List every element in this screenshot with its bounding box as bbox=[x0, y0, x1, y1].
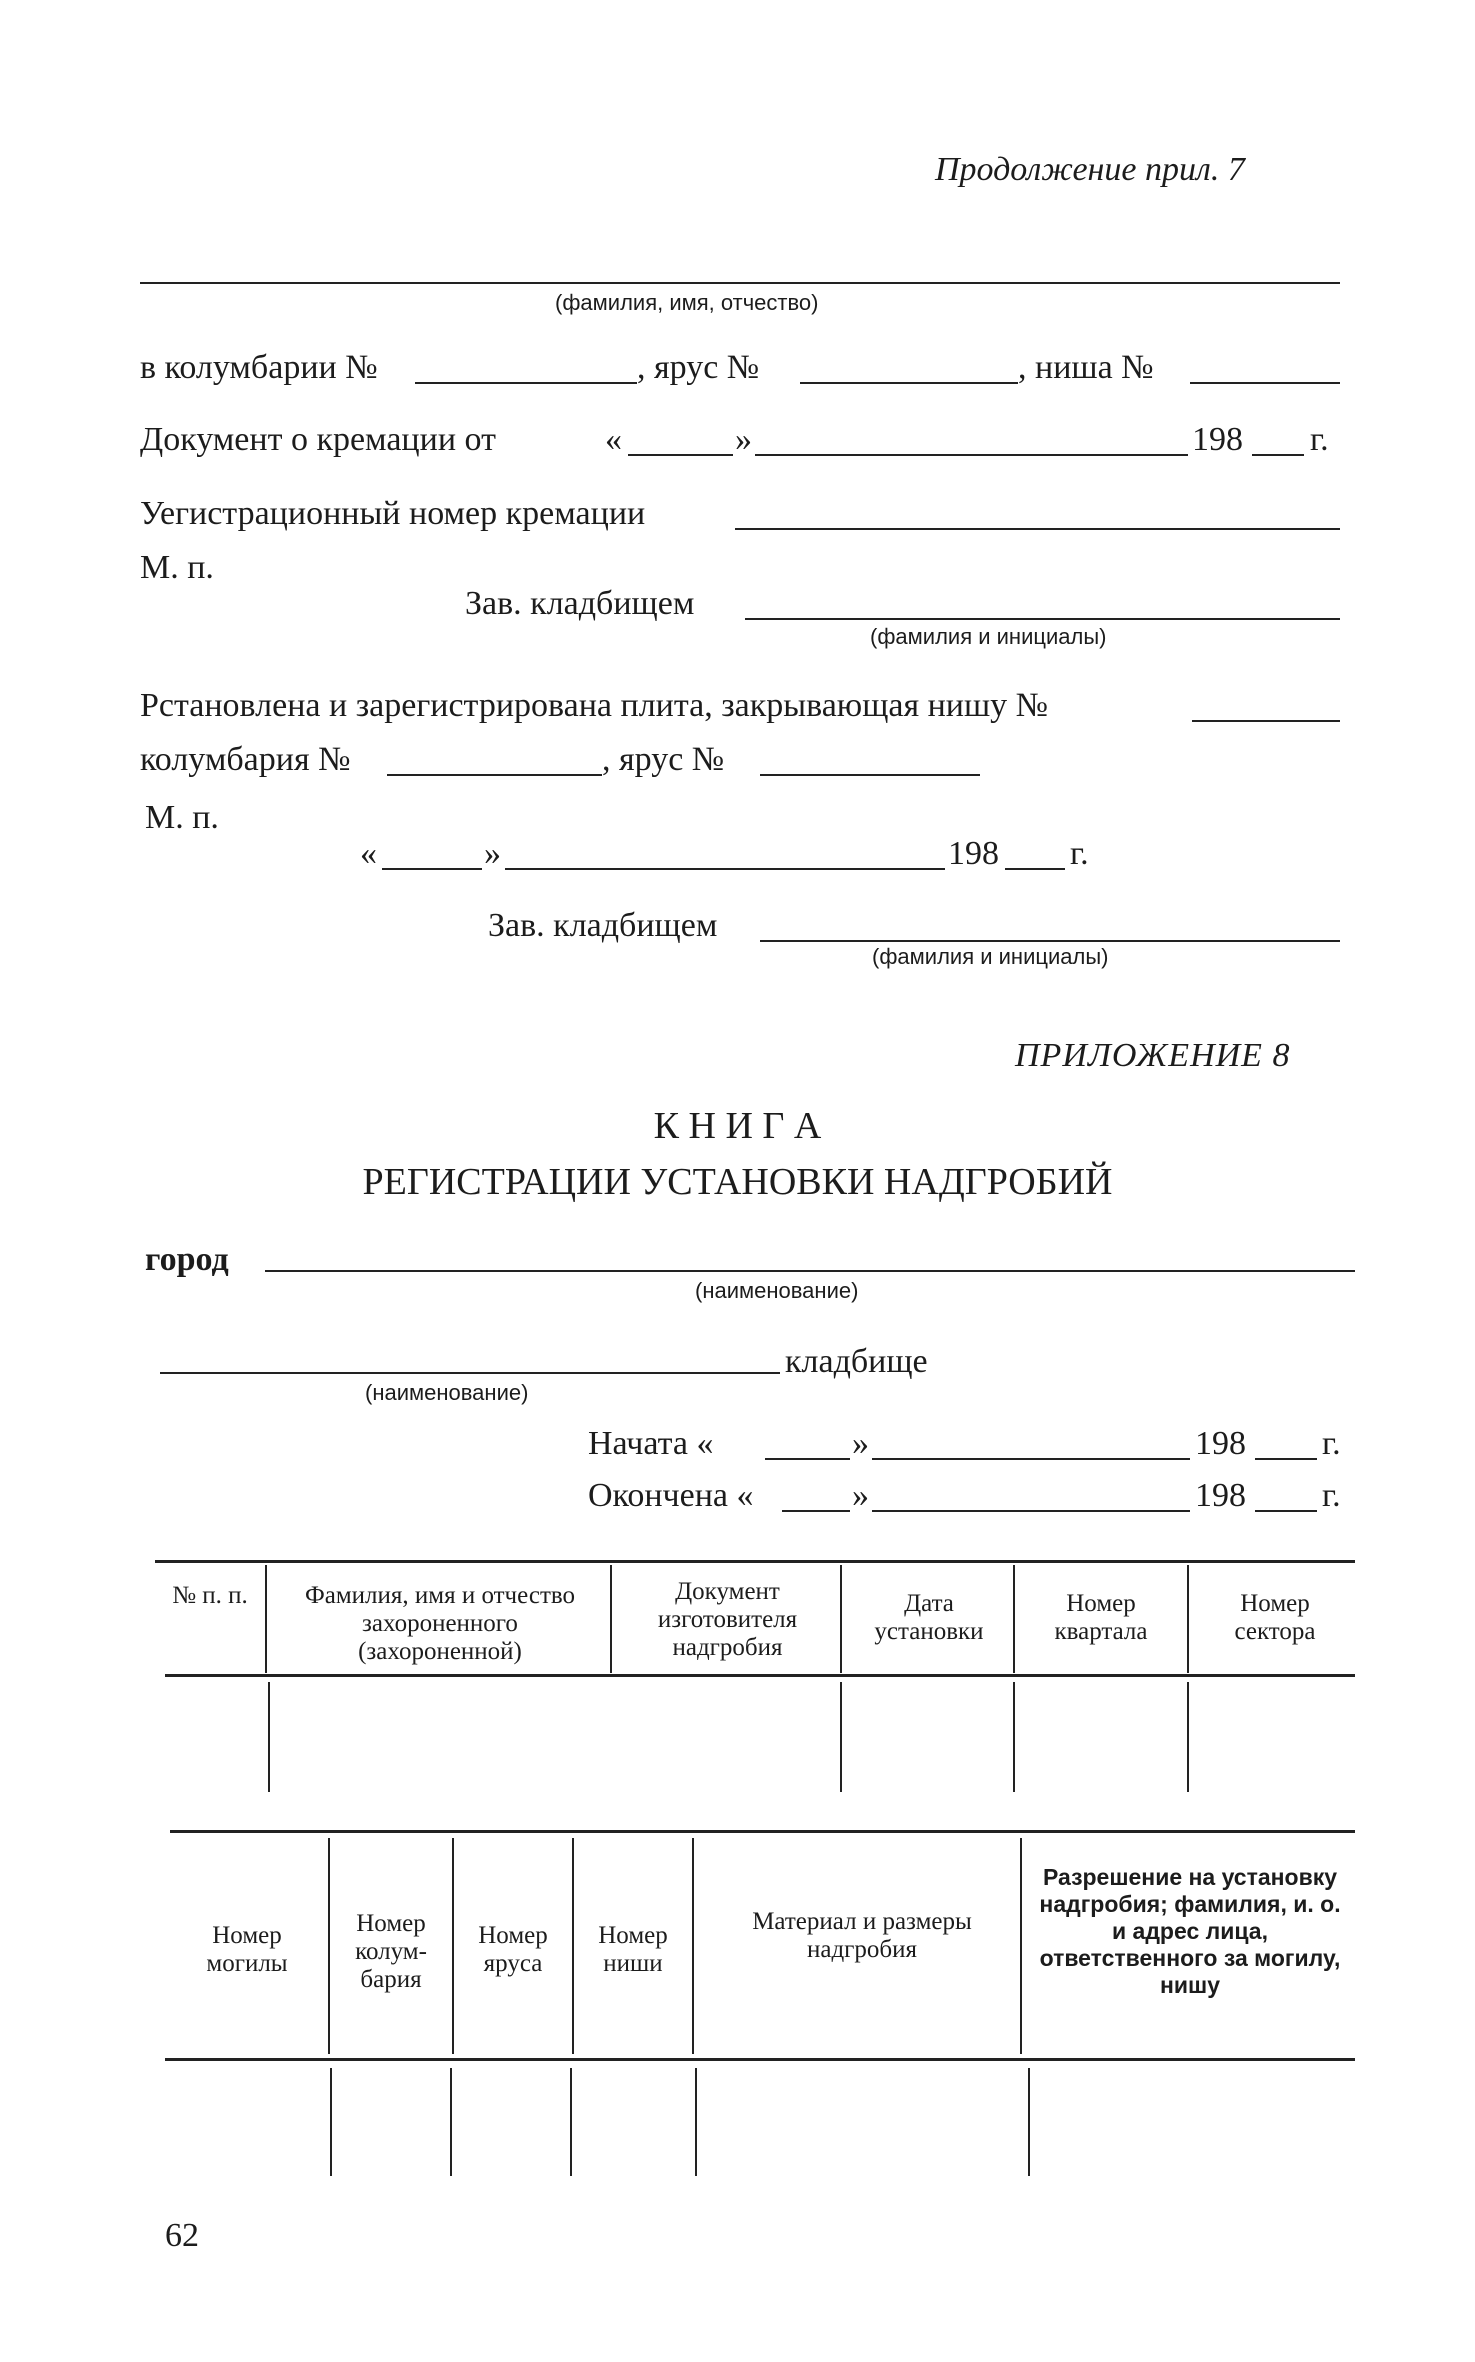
city-label: город bbox=[145, 1241, 229, 1278]
columbarium2-label: колумбария № bbox=[140, 741, 351, 778]
stamp-2: М. п. bbox=[145, 799, 219, 836]
table-1-divider bbox=[610, 1565, 612, 1673]
caption-name-1: (наименование) bbox=[695, 1278, 859, 1303]
table-2-body-divider bbox=[570, 2068, 572, 2176]
table-2-body-divider bbox=[1028, 2068, 1030, 2176]
caption-name-2: (наименование) bbox=[365, 1380, 529, 1405]
stamp-1: М. п. bbox=[140, 549, 214, 586]
table-2-divider bbox=[328, 1838, 330, 2054]
niche-line bbox=[1190, 382, 1340, 384]
ended-label: Окончена « bbox=[588, 1477, 754, 1514]
quote-open-2: « bbox=[360, 835, 377, 872]
started-year: 198 bbox=[1195, 1425, 1246, 1462]
table-1-top-rule bbox=[155, 1560, 1355, 1563]
table-1-body-divider bbox=[840, 1682, 842, 1792]
year-suffix-1: г. bbox=[1310, 421, 1329, 458]
table-1-divider bbox=[840, 1565, 842, 1673]
year-line-1 bbox=[1252, 454, 1304, 456]
quote-open: « bbox=[605, 421, 622, 458]
header-niche: Номер ниши bbox=[598, 1922, 668, 1977]
cemetery-label: кладбище bbox=[785, 1343, 928, 1380]
year-1: 198 bbox=[1192, 421, 1243, 458]
book-title: К Н И Г А bbox=[653, 1105, 822, 1147]
ended-day-line bbox=[782, 1510, 850, 1512]
table-2-divider bbox=[1020, 1838, 1022, 2054]
columbarium-label: в колумбарии № bbox=[140, 349, 378, 386]
started-quote-close: » bbox=[852, 1425, 869, 1462]
table-1-divider bbox=[1187, 1565, 1189, 1673]
header-tier: Номер яруса bbox=[478, 1922, 548, 1977]
book-subtitle: РЕГИСТРАЦИИ УСТАНОВКИ НАДГРОБИЙ bbox=[362, 1161, 1113, 1203]
table-1-body-divider bbox=[1013, 1682, 1015, 1792]
fio-line bbox=[140, 282, 1340, 284]
started-month-line bbox=[872, 1458, 1190, 1460]
tier2-line bbox=[760, 774, 980, 776]
ended-year-line bbox=[1255, 1510, 1317, 1512]
table-2-header-rule bbox=[165, 2058, 1355, 2061]
columbarium-line bbox=[415, 382, 637, 384]
caption-fio: (фамилия, имя, отчество) bbox=[555, 290, 819, 315]
reg-number-label: Уегистрационный номер кремации bbox=[140, 495, 646, 532]
document-label: Документ о кремации от bbox=[140, 421, 496, 458]
niche-label: , ниша № bbox=[1018, 349, 1154, 386]
caption-initials-1: (фамилия и инициалы) bbox=[870, 624, 1107, 649]
started-year-suffix: г. bbox=[1322, 1425, 1341, 1462]
year-line-2 bbox=[1005, 868, 1065, 870]
header-document: Документ изготовителя надгробия bbox=[657, 1578, 798, 1661]
page-number: 62 bbox=[165, 2217, 199, 2254]
table-2-body-divider bbox=[330, 2068, 332, 2176]
head-line-1 bbox=[745, 618, 1340, 620]
table-1-header-rule bbox=[165, 1674, 1355, 1677]
table-1-divider bbox=[1013, 1565, 1015, 1673]
table-1-body-divider bbox=[268, 1682, 270, 1792]
year-suffix-2: г. bbox=[1070, 835, 1089, 872]
month-line-2 bbox=[505, 868, 945, 870]
header-date: Дата установки bbox=[874, 1590, 984, 1645]
table-1-body-divider bbox=[1187, 1682, 1189, 1792]
table-2-body-divider bbox=[695, 2068, 697, 2176]
started-label: Начата « bbox=[588, 1425, 714, 1462]
table-2-divider bbox=[452, 1838, 454, 2054]
reg-number-line bbox=[735, 528, 1340, 530]
month-line bbox=[755, 454, 1188, 456]
header-number: № п. п. bbox=[172, 1582, 248, 1609]
quote-close: » bbox=[735, 421, 752, 458]
columbarium2-line bbox=[387, 774, 602, 776]
tier-line bbox=[800, 382, 1018, 384]
header-fio: Фамилия, имя и отчество захороненного (захороненной) bbox=[304, 1582, 576, 1665]
table-2-body-divider bbox=[450, 2068, 452, 2176]
table-2-divider bbox=[692, 1838, 694, 2054]
caption-initials-2: (фамилия и инициалы) bbox=[872, 944, 1109, 969]
appendix-label: ПРИЛОЖЕНИЕ 8 bbox=[1015, 1037, 1291, 1074]
city-line bbox=[265, 1270, 1355, 1272]
plate-niche-line bbox=[1192, 720, 1340, 722]
header-quarter: Номер квартала bbox=[1054, 1590, 1148, 1645]
header-columbarium: Номер колумбария bbox=[355, 1910, 427, 1993]
ended-quote-close: » bbox=[852, 1477, 869, 1514]
head-label-2: Зав. кладбищем bbox=[488, 907, 718, 944]
running-head: Продолжение прил. 7 bbox=[935, 151, 1245, 188]
ended-year: 198 bbox=[1195, 1477, 1246, 1514]
ended-year-suffix: г. bbox=[1322, 1477, 1341, 1514]
quote-close-2: » bbox=[484, 835, 501, 872]
table-2-divider bbox=[572, 1838, 574, 2054]
day-line bbox=[628, 454, 733, 456]
cemetery-line bbox=[160, 1372, 780, 1374]
header-grave: Номер могилы bbox=[206, 1922, 288, 1977]
header-permission: Разрешение на установку надгробия; фамилия, и. о. и адрес лица, ответственного за могилу, нишу bbox=[1039, 1864, 1341, 1998]
tier-label: , ярус № bbox=[637, 349, 760, 386]
started-day-line bbox=[765, 1458, 850, 1460]
started-year-line bbox=[1255, 1458, 1317, 1460]
table-1-divider bbox=[265, 1565, 267, 1673]
tier2-label: , ярус № bbox=[602, 741, 725, 778]
header-sector: Номер сектора bbox=[1234, 1590, 1316, 1645]
table-2-top-rule bbox=[170, 1830, 1355, 1833]
day-line-2 bbox=[382, 868, 482, 870]
plate-label: Рстановлена и зарегистрирована плита, закрывающая нишу № bbox=[140, 687, 1049, 724]
year-2: 198 bbox=[948, 835, 999, 872]
header-material: Материал и размеры надгробия bbox=[752, 1908, 972, 1963]
head-label-1: Зав. кладбищем bbox=[465, 585, 695, 622]
ended-month-line bbox=[872, 1510, 1190, 1512]
head-line-2 bbox=[760, 940, 1340, 942]
